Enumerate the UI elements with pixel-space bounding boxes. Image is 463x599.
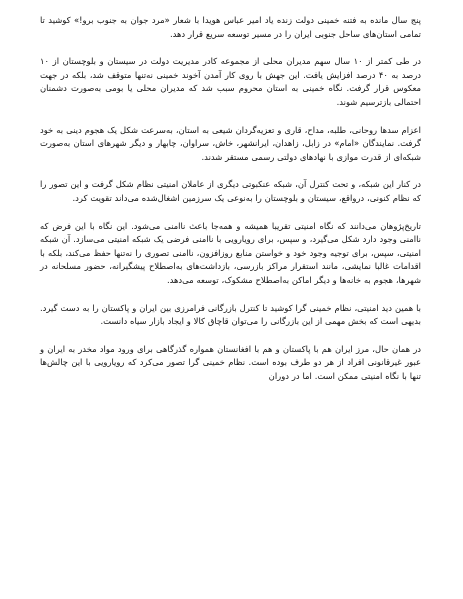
paragraph-1: پنج سال مانده به فتنه خمینی دولت زنده یاد امیر عباس هویدا با شعار «مرد جوان به جنوب برو!» کوشید تا تمامی استان‌های ساحل جنوبی ایران را در مسیر توسعه سریع قرار دهد. <box>40 15 421 39</box>
paragraph-6: با همین دید امنیتی، نظام خمینی گرا کوشید تا کنترل بازرگانی فرامرزی بین ایران و پاکستان را به دست گیرد. بدیهی است که بخش مهمی از این بازرگانی را می‌توان قاچاق کالا و ایجاد بازار سیاه دانست. <box>40 302 421 327</box>
paragraph-3: اعزام سدها روحانی، طلبه، مداح، قاری و تعزیه‌گردان شیعی به استان، به‌سرعت شکل یک هجوم دینی به خود گرفت. نمایندگان «امام» در زابل، زاهدان، ایرانشهر، خاش، سراوان، چابهار و دیگر شهرهای استان به‌صورت شبکه‌ای از قدرت موازی با نهادهای دولتی رسمی مستقر شدند. <box>40 124 421 162</box>
paragraph-2: در طی کمتر از ۱۰ سال سهم مدیران محلی از مجموعه کادر مدیریت دولت در سیستان و بلوچستان از ۱۰ درصد به ۴۰ درصد افزایش یافت. این جهش با روی کار آمدن آخوند خمینی نه‌تنها متوقف شد، بلکه در جهت معکوس قرار گرفت. نگاه خمینی به استان محروم سبب شد که مدیران محلی یا بومی به‌صورت دشمنان احتمالی بازترسیم شوند. <box>40 56 421 107</box>
paragraph-5: تاریخ‌پژوهان می‌دانند که نگاه امنیتی تقریبا همیشه و همه‌جا باعث ناامنی می‌شود. این نگاه با این فرض که ناامنی وجود دارد شکل می‌گیرد، و سپس، برای رویارویی با ناامنی فرضی یک شبکه امنیتی می‌سازد. آن شبکه امنیتی، سپس، برای توجیه وجود خود و خواستن منابع روزافزون، ناامنی تصوری را نه‌تنها حفظ می‌کند، بلکه با اقدامات غالبا نمایشی، مانند استقرار مراکز بازرسی، بازداشت‌های به‌اصطلاح پیشگیرانه، حضور مسلحانه در شهرها، هجوم به خانه‌ها و دیگر اماکن به‌اصطلاح مشکوک، توسعه می‌دهد. <box>40 220 421 285</box>
paragraph-7: در همان حال، مرز ایران هم با پاکستان و هم با افغانستان همواره گذرگاهی برای ورود مواد مخدر به ایران و عبور غیرقانونی افراد از هر دو طرف بوده است. نظام خمینی گرا تصور می‌کرد که رویارویی با این چالش‌ها تنها با نگاه امنیتی ممکن است. اما در دوران <box>40 343 421 381</box>
paragraph-4: در کنار این شبکه، و تحت کنترل آن، شبکه عنکبوتی دیگری از عاملان امنیتی نظام شکل گرفت و این تصور را که نظام کنونی، درواقع، سیستان و بلوچستان را به‌نوعی یک سرزمین اشغال‌شده می‌داند تقویت کرد. <box>40 179 421 203</box>
